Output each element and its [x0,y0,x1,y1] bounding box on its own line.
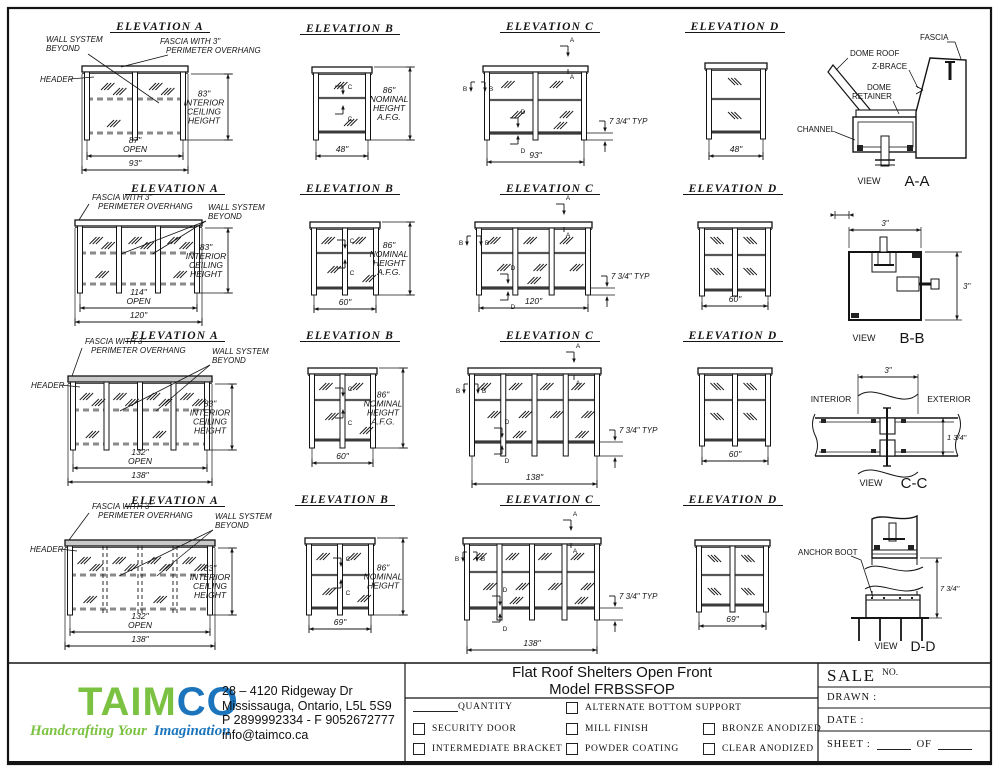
svg-text:BEYOND: BEYOND [212,356,246,365]
svg-text:83": 83" [203,563,217,573]
svg-text:ELEVATION A: ELEVATION A [131,183,219,195]
option-label: ALTERNATE BOTTOM SUPPORT [585,703,742,713]
svg-text:138": 138" [525,472,544,482]
svg-text:D: D [502,587,508,594]
svg-text:A: A [569,74,575,81]
svg-text:83": 83" [197,88,211,99]
svg-text:DOME: DOME [867,83,891,92]
svg-text:HEADER: HEADER [40,75,74,84]
option-mill-finish [566,723,649,735]
svg-text:7 3/4" TYP: 7 3/4" TYP [619,426,658,435]
taimco-logo [78,682,239,722]
svg-text:A: A [575,343,581,350]
svg-text:EXTERIOR: EXTERIOR [927,394,971,404]
svg-text:48": 48" [729,144,743,154]
svg-text:FASCIA WITH 3": FASCIA WITH 3" [160,37,221,46]
svg-text:HEIGHT: HEIGHT [193,425,227,436]
svg-text:ELEVATION B: ELEVATION B [305,330,395,342]
svg-text:B: B [462,86,468,93]
svg-text:RETAINER: RETAINER [852,92,892,101]
svg-text:B: B [480,556,486,563]
address-line: P 2899992334 - F 9052672777 [222,713,395,727]
svg-text:C: C [349,238,355,245]
svg-text:CEILING: CEILING [186,106,222,117]
svg-text:ELEVATION D: ELEVATION D [690,21,780,33]
svg-text:VIEW: VIEW [859,478,883,488]
svg-text:138": 138" [131,470,149,480]
svg-text:C: C [347,84,353,91]
svg-text:D: D [520,109,526,116]
svg-text:BEYOND: BEYOND [46,44,80,53]
svg-text:C: C [345,556,351,563]
option-label: INTERMEDIATE BRACKET [432,744,563,754]
svg-text:CHANNEL: CHANNEL [797,125,836,134]
svg-text:B: B [454,556,460,563]
svg-text:93": 93" [128,158,142,168]
svg-text:C: C [349,270,355,277]
svg-text:60": 60" [338,297,352,307]
svg-text:Z-BRACE: Z-BRACE [872,62,908,71]
svg-text:D: D [520,148,526,155]
sheet-total-blank[interactable] [938,740,972,750]
svg-text:A: A [569,37,575,44]
svg-text:B: B [488,86,494,93]
svg-text:B-B: B-B [899,330,925,347]
drawn-label: DRAWN : [827,692,877,703]
svg-text:HEIGHT: HEIGHT [366,407,400,418]
drawing-title [406,664,818,698]
svg-text:FASCIA WITH 3": FASCIA WITH 3" [92,502,153,511]
logo-blue-text: CO [176,680,239,724]
svg-text:D: D [502,626,508,633]
svg-text:A.F.G.: A.F.G. [371,416,395,427]
company-address [222,684,395,742]
svg-text:A.F.G.: A.F.G. [377,267,401,277]
svg-text:ELEVATION C: ELEVATION C [505,183,595,195]
svg-text:D: D [510,304,516,311]
svg-text:B: B [481,388,487,395]
svg-text:NOMINAL: NOMINAL [363,398,403,409]
checkbox-mill-finish[interactable] [566,723,578,735]
svg-text:ANCHOR BOOT: ANCHOR BOOT [798,548,858,557]
svg-text:60": 60" [728,449,742,459]
svg-text:HEIGHT: HEIGHT [372,103,406,113]
svg-text:C-C: C-C [900,475,928,492]
svg-text:D: D [510,265,516,272]
svg-text:CEILING: CEILING [192,416,228,427]
svg-text:B: B [455,388,461,395]
svg-text:138": 138" [523,638,541,648]
svg-text:INTERIOR: INTERIOR [810,394,852,404]
option-security-door [413,723,517,735]
svg-text:7 3/4" TYP: 7 3/4" TYP [609,117,648,126]
svg-text:PERIMETER OVERHANG: PERIMETER OVERHANG [98,202,193,211]
svg-text:ELEVATION D: ELEVATION D [688,183,778,195]
svg-text:CEILING: CEILING [188,260,224,270]
svg-text:BEYOND: BEYOND [208,212,242,221]
svg-text:C: C [347,386,353,393]
svg-text:FASCIA: FASCIA [920,33,949,42]
address-line: Mississauga, Ontario, L5L 5S9 [222,698,392,713]
svg-text:ELEVATION C: ELEVATION C [505,330,595,342]
svg-text:PERIMETER OVERHANG: PERIMETER OVERHANG [166,46,261,55]
svg-text:INTERIOR: INTERIOR [189,572,231,582]
option-intermediate-bracket [413,743,562,755]
svg-text:ELEVATION C: ELEVATION C [505,21,595,33]
svg-text:ELEVATION C: ELEVATION C [505,494,595,506]
svg-text:INTERIOR: INTERIOR [183,97,225,108]
svg-text:HEIGHT: HEIGHT [193,590,227,600]
sale-label: SALE [827,666,876,685]
svg-text:HEADER: HEADER [30,545,64,554]
option-powder-coating [566,743,679,755]
svg-text:69": 69" [726,614,739,624]
svg-text:HEADER: HEADER [31,381,65,390]
of-label: OF [916,739,932,750]
svg-text:WALL SYSTEM: WALL SYSTEM [215,512,272,521]
svg-text:A: A [575,380,581,387]
svg-text:NOMINAL: NOMINAL [369,249,409,259]
svg-text:BEYOND: BEYOND [215,521,249,530]
date-label: DATE : [827,715,865,726]
svg-text:OPEN: OPEN [126,296,151,306]
svg-text:CEILING: CEILING [192,581,228,591]
checkbox-intermediate-bracket[interactable] [413,743,425,755]
tagline-green: Handcrafting Your [30,723,147,739]
svg-text:A: A [572,548,578,555]
svg-text:60": 60" [728,294,742,304]
svg-text:86": 86" [376,389,390,400]
quantity-label: QUANTITY [458,702,513,712]
checkbox-bronze-anodized[interactable] [703,723,715,735]
svg-text:83": 83" [203,398,217,409]
svg-text:WALL SYSTEM: WALL SYSTEM [46,35,103,44]
svg-text:ELEVATION D: ELEVATION D [688,330,778,342]
sheet-label: SHEET : [827,739,871,750]
svg-text:7 3/4" TYP: 7 3/4" TYP [611,272,650,281]
svg-text:ELEVATION B: ELEVATION B [305,183,395,195]
svg-text:132": 132" [131,447,149,457]
svg-text:C: C [347,420,353,427]
svg-text:OPEN: OPEN [127,620,153,630]
svg-text:VIEW: VIEW [874,641,898,651]
svg-text:114": 114" [130,287,147,297]
svg-text:A: A [572,511,578,518]
logo-green-text: TAIM [78,680,177,724]
svg-text:86": 86" [382,85,396,95]
checkbox-powder-coating[interactable] [566,743,578,755]
svg-text:120": 120" [129,310,148,320]
drawing-title-line2: Model FRBSSFOP [549,681,675,698]
checkbox-security-door[interactable] [413,723,425,735]
option-label: MILL FINISH [585,724,649,734]
svg-text:3": 3" [963,282,971,291]
svg-text:C: C [347,116,353,123]
svg-text:FASCIA WITH 3": FASCIA WITH 3" [92,193,153,202]
svg-text:D: D [504,458,510,465]
drawing-title-line1: Flat Roof Shelters Open Front [511,664,713,681]
svg-text:VIEW: VIEW [852,333,876,343]
quantity-field [413,702,513,712]
svg-text:93": 93" [529,150,542,160]
option-clear-anodized [703,743,814,755]
svg-text:A.F.G.: A.F.G. [377,112,401,122]
svg-text:HEIGHT: HEIGHT [187,115,221,126]
svg-text:ELEVATION B: ELEVATION B [300,494,390,506]
svg-text:3": 3" [884,366,892,375]
svg-text:VIEW: VIEW [857,176,881,186]
svg-text:NOMINAL: NOMINAL [369,94,409,104]
svg-text:WALL SYSTEM: WALL SYSTEM [212,347,269,356]
svg-text:D-D: D-D [910,638,936,654]
option-bronze-anodized [703,723,821,735]
svg-text:7 3/4" TYP: 7 3/4" TYP [619,592,658,601]
address-line: info@taimco.ca [222,727,309,742]
svg-text:PERIMETER OVERHANG: PERIMETER OVERHANG [91,346,186,355]
svg-text:INTERIOR: INTERIOR [185,251,227,261]
svg-text:HEIGHT: HEIGHT [372,258,406,268]
option-label: CLEAR ANODIZED [722,744,814,754]
svg-text:B: B [458,240,464,247]
svg-text:ELEVATION A: ELEVATION A [131,330,219,342]
quantity-blank[interactable] [413,702,458,712]
option-alternate-bottom-support [566,702,742,714]
svg-text:60": 60" [336,451,349,461]
svg-text:A: A [565,232,571,239]
logo-tagline [30,723,231,740]
svg-text:A: A [565,195,571,202]
option-label: POWDER COATING [585,744,679,754]
svg-text:83": 83" [199,242,213,252]
checkbox-alternate-bottom-support[interactable] [566,702,578,714]
address-line: 28 – 4120 Ridgeway Dr [222,684,353,698]
svg-text:86": 86" [376,562,390,573]
svg-text:ELEVATION A: ELEVATION A [116,21,204,33]
sheet-row [827,739,978,750]
svg-text:3": 3" [881,219,889,228]
svg-text:OPEN: OPEN [127,456,153,466]
svg-text:PERIMETER OVERHANG: PERIMETER OVERHANG [98,511,193,520]
svg-text:ELEVATION A: ELEVATION A [131,495,219,507]
svg-text:ELEVATION D: ELEVATION D [688,494,778,506]
svg-text:120": 120" [524,296,543,306]
option-label: SECURITY DOOR [432,724,517,734]
svg-text:DOME ROOF: DOME ROOF [850,49,900,58]
svg-text:7 3/4": 7 3/4" [940,584,960,593]
svg-text:138": 138" [131,634,149,644]
svg-text:B: B [484,240,490,247]
option-label: BRONZE ANODIZED [722,724,822,734]
svg-text:D: D [504,419,510,426]
svg-text:FASCIA WITH 3": FASCIA WITH 3" [85,337,146,346]
svg-text:OPEN: OPEN [122,144,148,154]
tagline-blue: Imagination [153,723,231,739]
svg-text:C: C [345,590,351,597]
sale-no-label: NO. [882,668,899,678]
svg-text:48": 48" [335,144,349,154]
svg-text:ELEVATION B: ELEVATION B [305,23,395,35]
svg-text:86": 86" [382,240,396,250]
svg-text:WALL SYSTEM: WALL SYSTEM [208,203,265,212]
svg-text:132": 132" [131,611,149,621]
svg-text:INTERIOR: INTERIOR [189,407,231,418]
svg-text:A-A: A-A [904,173,930,190]
svg-text:HEIGHT: HEIGHT [189,269,223,279]
svg-text:1 3/4": 1 3/4" [947,433,967,442]
sheet-number-blank[interactable] [877,740,911,750]
svg-text:69": 69" [333,617,347,627]
checkbox-clear-anodized[interactable] [703,743,715,755]
svg-text:87": 87" [128,135,142,145]
svg-text:NOMINAL: NOMINAL [363,571,403,582]
svg-text:HEIGHT: HEIGHT [366,580,400,591]
